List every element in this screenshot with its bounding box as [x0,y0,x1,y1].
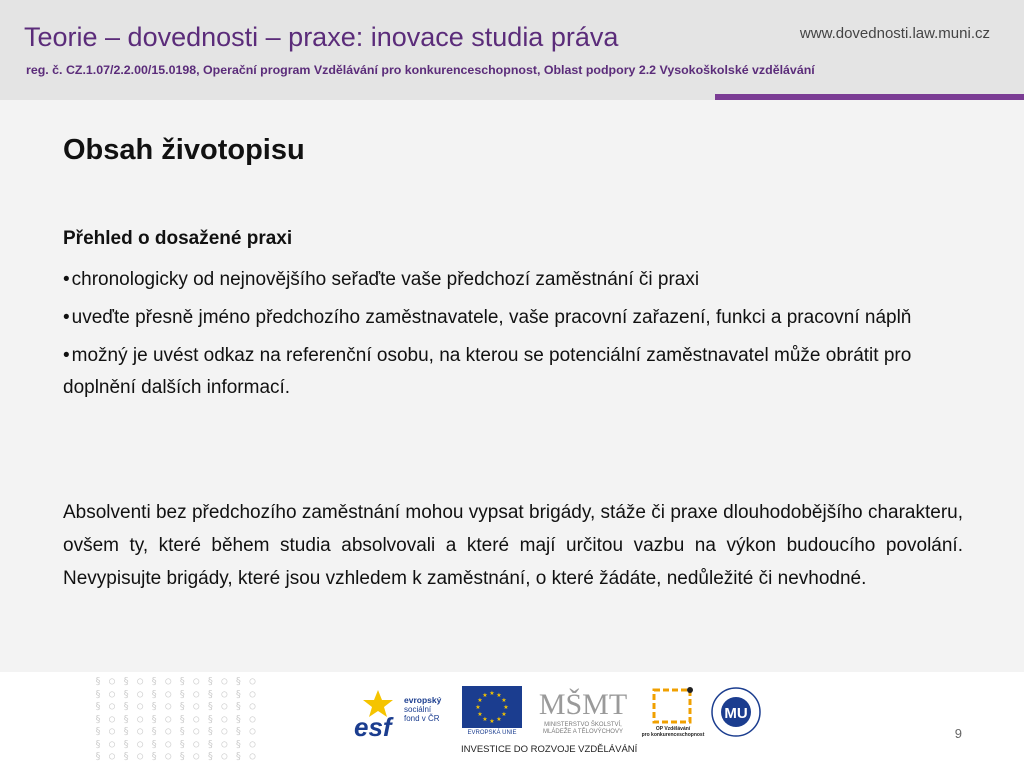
bullet-item [63,340,963,404]
pattern-row: § ○ § ○ § ○ § ○ § ○ § ○ [95,701,257,712]
header-band [0,0,1024,100]
svg-text:★: ★ [475,704,481,711]
msmt-line: MINISTERSTVO ŠKOLSTVÍ, [544,722,622,728]
bullet-marker: • [63,345,70,366]
esf-line: fond v ČR [404,714,440,723]
page-number: 9 [954,726,962,741]
msmt-mark-icon [528,684,638,722]
svg-text:★: ★ [496,692,502,699]
eu-caption: EVROPSKÁ UNIE [467,730,517,736]
pattern-row: § ○ § ○ § ○ § ○ § ○ § ○ [95,726,257,737]
section-heading: Přehled o dosažené praxi [63,228,293,249]
eu-flag [462,686,522,728]
svg-text:★: ★ [501,697,507,704]
slide-title: Obsah životopisu [63,134,305,166]
svg-text:★: ★ [503,704,509,711]
svg-text:★: ★ [482,692,488,699]
muni-seal [710,686,762,738]
svg-text:★: ★ [477,697,483,704]
muni-mark: MU [724,705,748,722]
header-title: Teorie – dovednosti – praxe: inovace studia práva [24,22,619,52]
bullet-text: možný je uvést odkaz na referenční osobu, na kterou se potenciální zaměstnavatel může obrátit pro doplnění dalších informací. [63,345,912,398]
svg-text:★: ★ [501,711,507,718]
esf-caption [404,696,441,723]
pattern-row: § ○ § ○ § ○ § ○ § ○ § ○ [95,751,257,762]
bullet-item [63,264,963,296]
eu-stars-icon [462,686,522,728]
pattern-row: § ○ § ○ § ○ § ○ § ○ § ○ [95,688,257,700]
header-subtitle: reg. č. CZ.1.07/2.2.00/15.0198, Operační program Vzdělávání pro konkurenceschopnost, Oblast podpory 2.2 Vysokoškolské vzdělávání [26,63,815,77]
svg-text:★: ★ [482,716,488,723]
pattern-row: § ○ § ○ § ○ § ○ § ○ § ○ [95,738,257,750]
investice-caption: INVESTICE DO ROZVOJE VZDĚLÁVÁNÍ [461,744,638,755]
pattern-row: § ○ § ○ § ○ § ○ § ○ § ○ [95,676,257,687]
esf-line: evropský [404,695,442,705]
body-paragraph: Absolventi bez předchozího zaměstnání mohou vypsat brigády, stáže či praxe dlouhodobějšího charakteru, ovšem ty, které během studia absolvovali a které mají určitou vazbu na výkon budoucího povolání. Nevypisujte brigády, které jsou vzhledem k zaměstnání, o které žádáte, nedůležité či nevhodné. [63,502,963,589]
svg-text:★: ★ [496,716,502,723]
pattern-row: § ○ § ○ § ○ § ○ § ○ § ○ [95,713,257,725]
msmt-line: MLÁDEŽE A TĚLOVÝCHOVY [543,729,623,735]
svg-text:★: ★ [477,711,483,718]
esf-mark: esf [354,712,392,738]
op-line: OP Vzdělávání [655,726,691,732]
bullet-item [63,302,963,334]
op-vk-logo [640,686,706,738]
muni-seal-icon [710,686,762,738]
bullet-text: uveďte přesně jméno předchozího zaměstnavatele, vaše pracovní zařazení, funkci a pracovní náplň [71,307,912,328]
msmt-logo [528,684,638,740]
esf-star-icon [352,686,404,738]
bullet-marker: • [63,307,70,328]
esf-logo [352,686,460,738]
bullet-list [63,264,963,410]
bullet-marker: • [63,269,70,290]
esf-line: sociální [404,705,432,714]
svg-text:★: ★ [489,718,495,725]
header-url[interactable]: www.dovednosti.law.muni.cz [799,25,990,42]
op-line: pro konkurenceschopnost [641,732,705,738]
bullet-text: chronologicky od nejnovějšího seřaďte vaše předchozí zaměstnání či praxi [71,269,700,290]
svg-text:★: ★ [489,690,495,697]
decorative-pattern [95,676,260,766]
op-caption [640,726,706,738]
msmt-mark: MŠMT [538,688,628,721]
eu-logo [462,686,522,738]
op-frame-icon [640,686,706,726]
msmt-caption [528,722,638,736]
